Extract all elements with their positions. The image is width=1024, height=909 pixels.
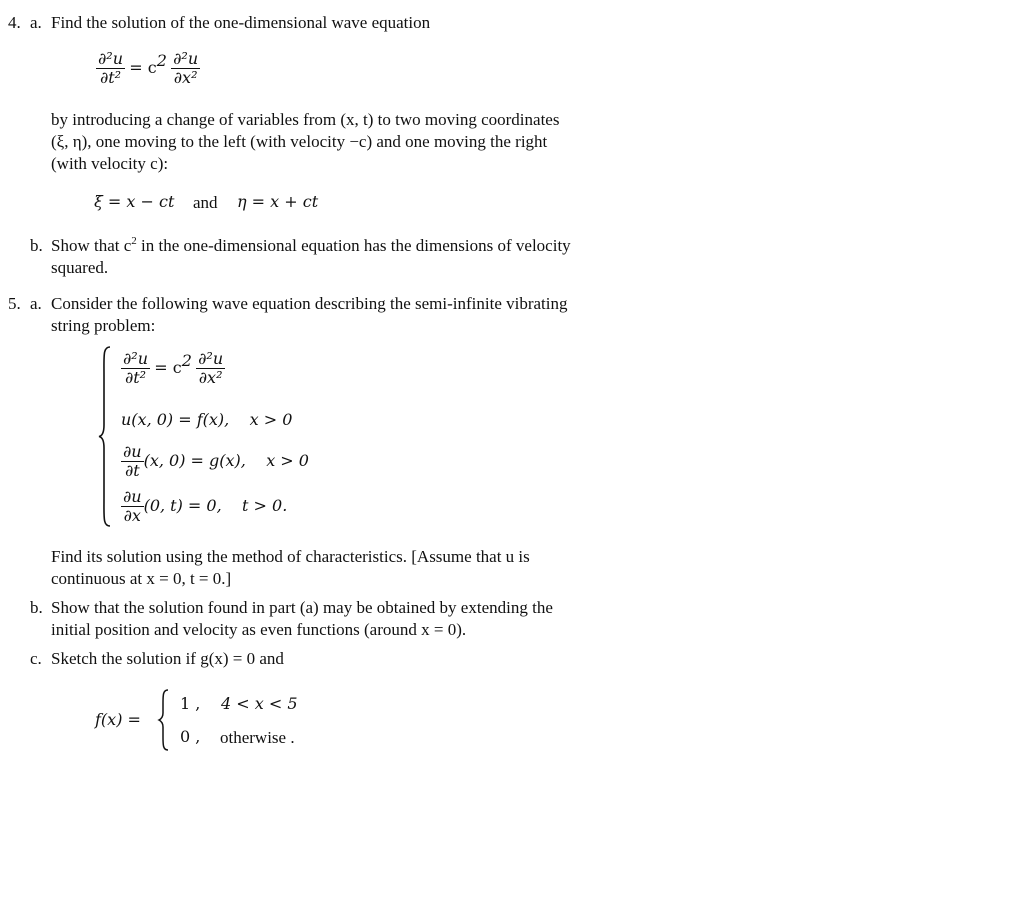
system-eq4-fraction: $\frac{\partial u}{\partial x}$ (123, 487, 142, 526)
wave-eq-lhs-fraction: $\frac{\text{∂²u}}{\text{∂t²}}$ (98, 49, 123, 88)
q4-paragraph-line2: (ξ, η), one moving to the left (with velocity −c) and one moving the right (51, 132, 548, 151)
substitution-and: and (193, 193, 218, 212)
system-equation-2: u(x, 0) = f(x), x > 0 (121, 410, 293, 429)
wave-equation-4: $\frac{\text{∂²u}}{\text{∂t²}}$ = $c^2$ $\frac{\text{∂²u}}{\text{∂x²}}$ (98, 49, 199, 88)
piecewise-case2-value: 0 , (180, 727, 201, 746)
system-eq1-lhs-fraction: $\frac{\text{∂²u}}{\text{∂t²}}$ (123, 349, 148, 388)
system-equation-4: $\frac{\partial u}{\partial x}$ (0, t) = 0, t > 0. (123, 487, 288, 526)
question-5a-line1: Consider the following wave equation describing the semi-infinite vibrating (51, 294, 568, 313)
system-eq3-fraction: $\frac{\partial u}{\partial t}$ (123, 442, 142, 481)
piecewise-lhs: f(x) = (95, 710, 141, 729)
q4-paragraph-line3: (with velocity c): (51, 154, 169, 173)
question-5a-line2: string problem: (51, 316, 156, 335)
question-4b-label: b. (30, 236, 43, 255)
question-5a-label: a. (30, 294, 42, 313)
piecewise-case1-value: 1 , (180, 694, 201, 713)
question-5-number: 5. (8, 294, 21, 313)
system-equation-3: $\frac{\partial u}{\partial t}$ (x, 0) = g(x), x > 0 (123, 442, 309, 481)
system-left-brace (98, 345, 112, 528)
question-5c-label: c. (30, 649, 42, 668)
question-5b-label: b. (30, 598, 43, 617)
system-eq1-rhs-fraction: $\frac{\text{∂²u}}{\text{∂x²}}$ (198, 349, 224, 388)
piecewise-case1-condition: 4 < x < 5 (221, 694, 298, 713)
question-4a-text: Find the solution of the one-dimensional wave equation (51, 13, 431, 32)
q4-paragraph-line1: by introducing a change of variables from (x, t) to two moving coordinates (51, 110, 560, 129)
find-solution-line2: continuous at x = 0, t = 0.] (51, 569, 232, 588)
piecewise-case2-condition: otherwise . (220, 728, 295, 747)
question-4a-label: a. (30, 13, 42, 32)
substitution-eta: η = x + ct (237, 192, 319, 211)
question-5b-line2: initial position and velocity as even functions (around x = 0). (51, 620, 467, 639)
system-equation-1: $\frac{\text{∂²u}}{\text{∂t²}}$ = $c^2$ $\frac{\text{∂²u}}{\text{∂x²}}$ (123, 349, 224, 388)
question-4b-line2: squared. (51, 258, 109, 277)
question-5c-line1: Sketch the solution if g(x) = 0 and (51, 649, 284, 668)
question-4-number: 4. (8, 13, 21, 32)
find-solution-line1: Find its solution using the method of characteristics. [Assume that u is (51, 547, 530, 566)
wave-eq-rhs-fraction: $\frac{\text{∂²u}}{\text{∂x²}}$ (173, 49, 199, 88)
question-4b-line1: Show that $c^2$ in the one-dimensional equation has the dimensions of velocity (51, 235, 571, 255)
substitution-xi: ξ = x − ct (94, 192, 175, 211)
piecewise-left-brace (158, 689, 170, 751)
question-5b-line1: Show that the solution found in part (a) may be obtained by extending the (51, 598, 553, 617)
